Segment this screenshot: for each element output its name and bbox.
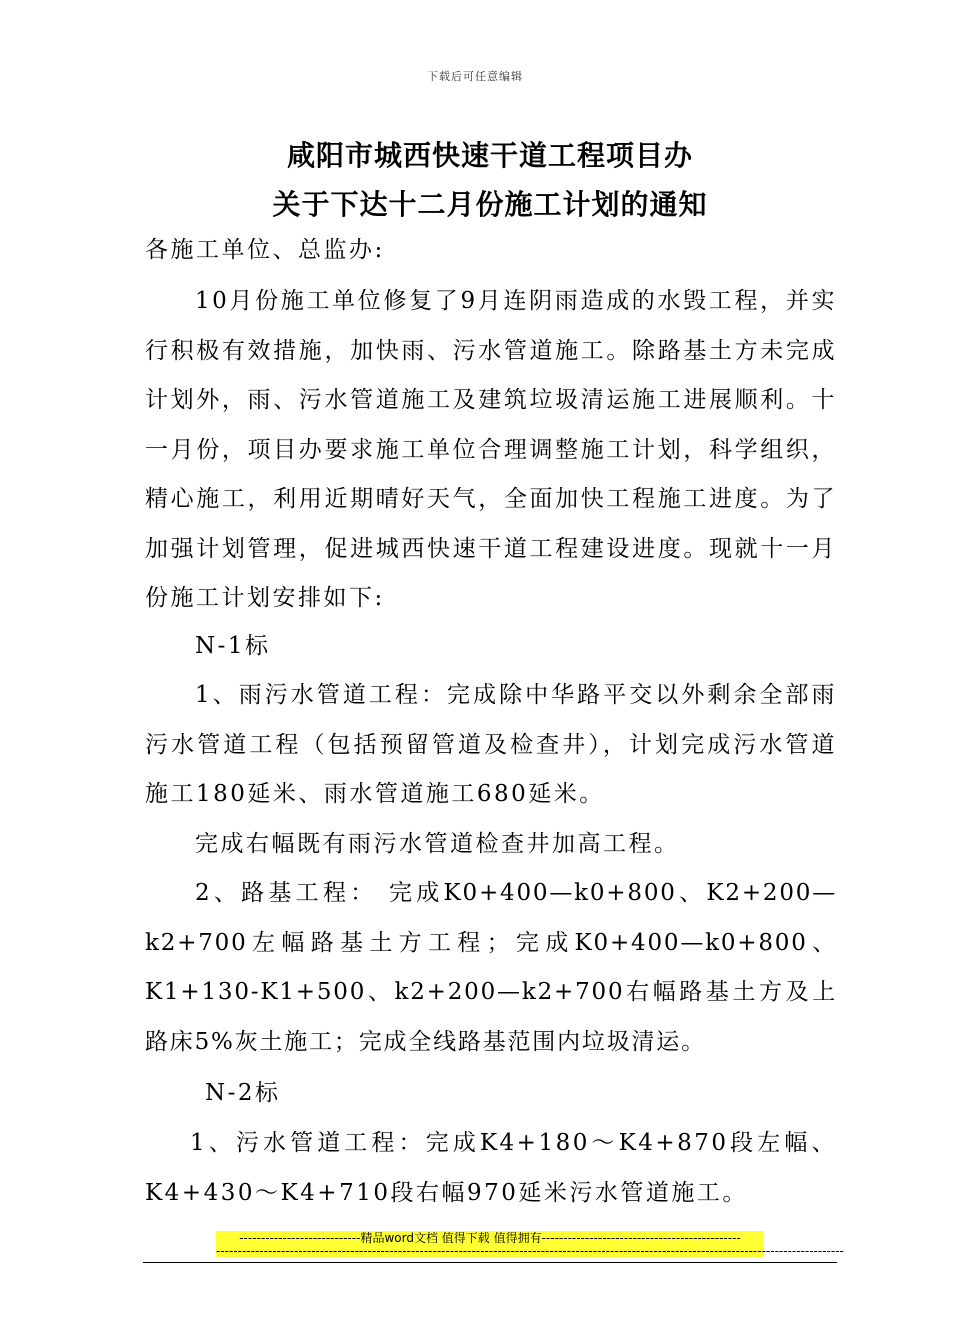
section-n1-item2: 2、路基工程： 完成K0+400—k0+800、K2+200—k2+700左幅路基土方工程；完成K0+400—k0+800、K1+130-K1+500、k2+200—k2+700右幅路基土方及上路床5%灰土施工；完成全线路基范围内垃圾清运。 (145, 880, 837, 1055)
section-n1-heading: N-1标 (195, 633, 271, 659)
section-n1-item1: 1、雨污水管道工程：完成除中华路平交以外剩余全部雨污水管道工程（包括预留管道及检查井），计划完成污水管道施工180延米、雨水管道施工680延米。 (145, 682, 837, 807)
document-title-line1: 咸阳市城西快速干道工程项目办 (286, 139, 693, 172)
salutation: 各施工单位、总监办: (145, 237, 385, 263)
footer-dash-line: ------------------------------------------------------------------------------------------------------------------------------------------------- (216, 1244, 844, 1258)
footer-rule (143, 1262, 837, 1263)
header-note: 下载后可任意编辑 (427, 70, 523, 83)
section-n1-item1-extra: 完成右幅既有雨污水管道检查井加高工程。 (195, 831, 680, 857)
section-n2-item1: 1、污水管道工程：完成K4+180～K4+870段左幅、K4+430～K4+710段右幅970延米污水管道施工。 (145, 1130, 837, 1206)
section-n2-heading: N-2标 (205, 1080, 281, 1106)
intro-paragraph: 10月份施工单位修复了9月连阴雨造成的水毁工程，并实行积极有效措施，加快雨、污水管道施工。除路基土方未完成计划外，雨、污水管道施工及建筑垃圾清运施工进展顺利。十一月份，项目办要求施工单位合理调整施工计划，科学组织，精心施工，利用近期晴好天气，全面加快工程施工进度。为了加强计划管理，促进城西快速干道工程建设进度。现就十一月份施工计划安排如下: (145, 288, 837, 611)
document-title-line2: 关于下达十二月份施工计划的通知 (272, 188, 708, 221)
footer-banner: ----------------------------精品word文档 值得下载 值得拥有---------------------------------------------- (239, 1231, 741, 1245)
